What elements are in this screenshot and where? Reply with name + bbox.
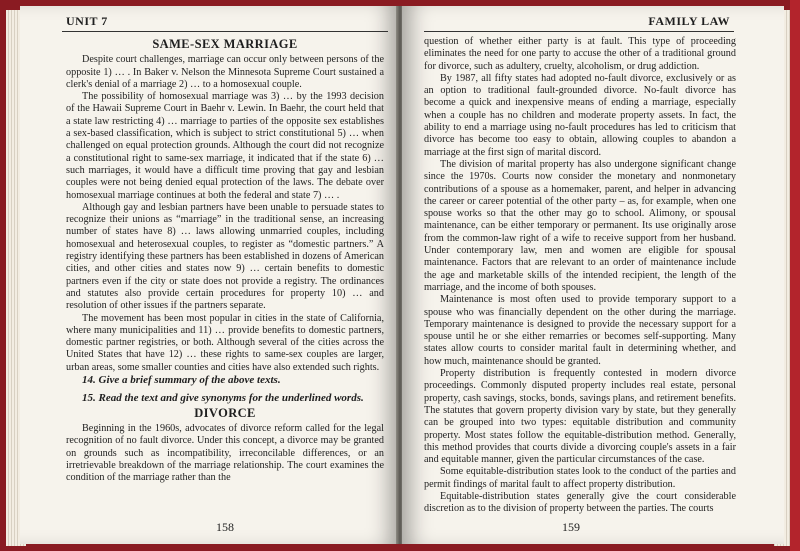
- paragraph: The movement has been most popular in cities in the state of California, where many municipalities and 11) … provide benefits to domestic partners, domestic partner registries, or both. Although several of the cities across the United States that have 12) … these rights to same-sex couples are larger, urban areas, some smaller counties and cities have also extended such rights.: [66, 312, 384, 373]
- left-running-header: UNIT 7: [66, 14, 108, 28]
- paragraph: Maintenance is most often used to provide temporary support to a spouse who was financially dependent on the other during the marriage. Temporary maintenance is designed to provide the necessary support for a spouse until he or she either remarries or becomes self-supporting. Many states allow courts to consider marital fault in determining whether, and how much, maintenance should be granted.: [424, 294, 736, 367]
- paragraph: Property distribution is frequently contested in modern divorce proceedings. Commonly disputed property includes real estate, personal property, cash savings, stocks, bonds, savings plans, and retirement benefits. The statutes that govern property division vary by state, but they generally can be grouped into two types: equitable distribution and community property. Most states follow the equitable-distribution method. Generally, this method provides that courts divide a divorcing couple's assets in a fair and equitable manner, given the particular circumstances of the case.: [424, 368, 736, 466]
- paragraph: The division of marital property has also undergone significant change since the 1970s. Courts now consider the monetary and nonmonetary contributions of a spouse as a homemaker, parent, and helper in advancing the career or career potential of the other party – as, for example, when one spouse works so that the other may go to school. Alimony, or spousal maintenance, can be either temporary or permanent. Its use originally arose from the common-law right of a wife to receive support from her husband. Under contemporary law, men and women are eligible for spousal maintenance. Factors that are relevant to an order of maintenance include the age and marketable skills of the intended recipient, the length of the marriage, and the income of both spouses.: [424, 158, 736, 293]
- left-header-rule: [62, 31, 388, 32]
- paragraph: Beginning in the 1960s, advocates of divorce reform called for the legal recognition of no fault divorce. Under this concept, a divorce may be granted on grounds such as incompatibility, irreconcilable differences, or an irretrievable breakdown of the marriage relationship. The court examines the condition of the marriage rather than the: [66, 422, 384, 484]
- paragraph: By 1987, all fifty states had adopted no-fault divorce, exclusively or as an option to traditional fault-grounded divorce. No-fault divorce has become a quick and inexpensive means of ending a marriage, especially when a couple has no children and moderate property assets. In fact, the ability to end a marriage using no-fault procedures has led to criticism that divorce has become too easy to obtain, allowing couples to abandon a marriage at the first sign of marital discord.: [424, 72, 736, 158]
- section-title-same-sex-marriage: SAME-SEX MARRIAGE: [152, 37, 298, 51]
- book-cover: [790, 0, 800, 551]
- task-15: 15. Read the text and give synonyms for the underlined words.: [82, 392, 364, 405]
- right-running-header: FAMILY LAW: [648, 14, 730, 28]
- right-page: [402, 6, 784, 544]
- section-title-divorce: DIVORCE: [194, 405, 256, 420]
- paragraph: Despite court challenges, marriage can occur only between persons of the opposite 1) … . In Baker v. Nelson the Minnesota Supreme Court sustained a clerk's denial of a marriage 2) … to a homosexual couple.: [66, 54, 384, 90]
- page-number-left: 158: [216, 520, 234, 534]
- right-header-rule: [424, 31, 734, 32]
- paragraph: Equitable-distribution states generally give the court considerable discretion as to the division of property between the parties. The courts: [424, 490, 736, 515]
- left-page: [20, 6, 398, 544]
- task-14: 14. Give a brief summary of the above texts.: [82, 374, 281, 387]
- right-text-column: [424, 36, 736, 516]
- paragraph: Some equitable-distribution states look to the conduct of the parties and permit findings of marital fault to affect property distribution.: [424, 466, 736, 490]
- page-number-right: 159: [562, 520, 580, 534]
- paragraph: The possibility of homosexual marriage was 3) … by the 1993 decision of the Hawaii Supreme Court in Baehr v. Lewin. In Baehr, the court held that a state law restricting 4) … marriage to parties of the opposite sex establishes a sex-based classification, which is subject to strict constitutional 5) … when challenged on equal protection grounds. Although the court did not recognize a constitutional right to same-sex marriage, it indicated that if the state 6) … such marriages, it would have a difficult time proving that gay and lesbian couples were not being denied equal protection of the laws. The debate over homosexual marriage continues at both the federal and state 7) … .: [66, 91, 384, 201]
- paragraph: Although gay and lesbian partners have been unable to persuade states to recognize their unions as “marriage” in the traditional sense, an increasing number of states have 8) … laws allowing unmarried couples, including homosexual and heterosexual couples, to register as “domestic partners.” A registry identifying these partners has been established in dozens of American cities, and other cities and states now 9) … certain benefits to domestic partners even if the city or state does not provide a registry. The ordinances and statutes also provide certain procedures for property 10) … and resolution of other issues if the partners separate.: [66, 201, 384, 312]
- paragraph: question of whether either party is at fault. This type of proceeding eliminates the need for one party to accuse the other of a traditional ground for divorce, such as adultery, cruelty, alcoholism, or drug addiction.: [424, 36, 736, 72]
- left-text-column: [66, 36, 384, 484]
